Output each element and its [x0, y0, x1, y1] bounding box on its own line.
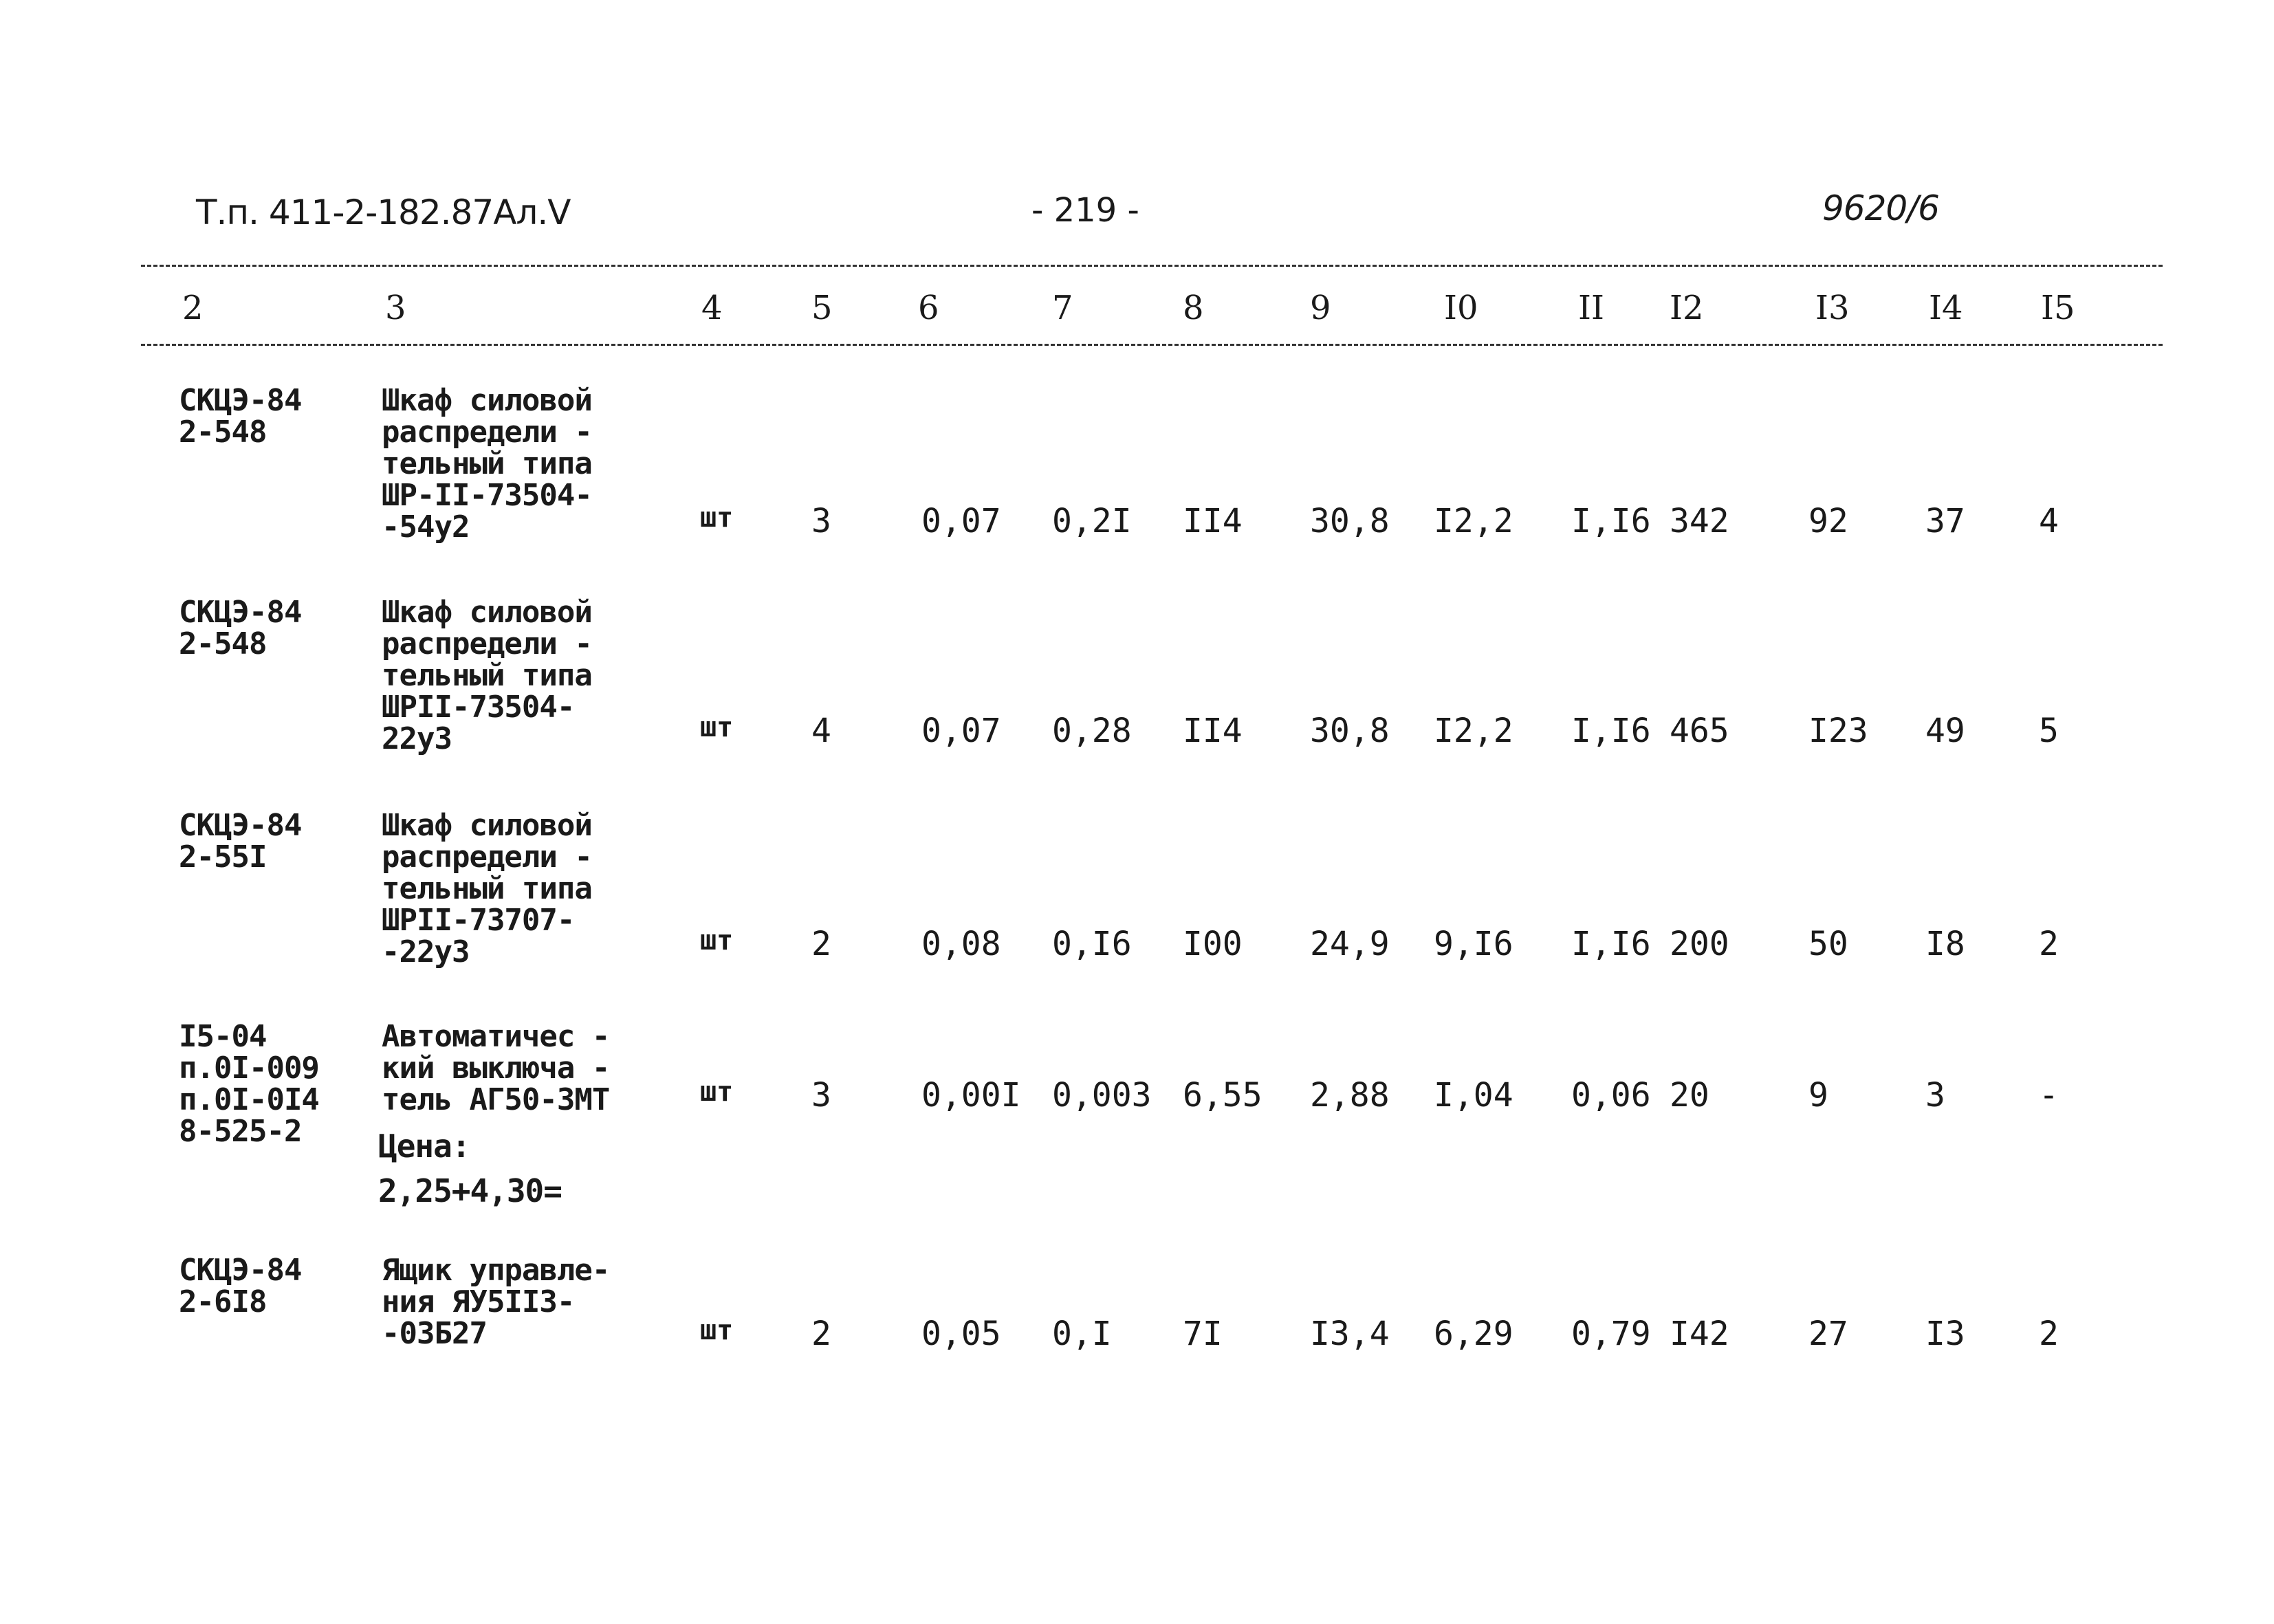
column-number: 6 — [918, 289, 939, 327]
item-name-line: ния ЯУ5II3- — [382, 1284, 575, 1319]
item-name-line: Шкаф силовой — [382, 595, 592, 630]
item-code-line: СКЦЭ-84 — [179, 383, 302, 418]
item-name — [382, 385, 592, 543]
cell-c13: I23 — [1808, 712, 1868, 750]
item-name-line: распредели - — [382, 840, 592, 875]
cell-c13: 92 — [1808, 502, 1848, 540]
item-name-line: тельный типа — [382, 446, 592, 481]
cell-c7: 0,003 — [1052, 1076, 1152, 1115]
column-number: I2 — [1670, 289, 1704, 327]
item-code-line: СКЦЭ-84 — [179, 1253, 302, 1288]
cell-c11: I,I6 — [1571, 502, 1651, 540]
item-code-line: 2-548 — [179, 415, 267, 450]
cell-c10: 9,I6 — [1434, 925, 1513, 963]
cell-c6: 0,00I — [921, 1076, 1021, 1115]
item-name-line: распредели - — [382, 415, 592, 450]
price-note: Цена: — [378, 1128, 470, 1165]
cell-qty: 3 — [811, 1076, 831, 1115]
cell-c10: 6,29 — [1434, 1315, 1513, 1353]
item-code-line: 2-6I8 — [179, 1284, 267, 1319]
cell-c14: I3 — [1925, 1315, 1965, 1353]
item-code — [179, 597, 301, 660]
cell-c15: 2 — [2039, 1315, 2059, 1353]
cell-c7: 0,I6 — [1052, 925, 1132, 963]
cell-c8: 6,55 — [1183, 1076, 1262, 1115]
cell-c6: 0,05 — [921, 1315, 1001, 1353]
item-name-line: Ящик управле- — [382, 1253, 610, 1288]
cell-c12: 342 — [1670, 502, 1729, 540]
cell-qty: 3 — [811, 502, 831, 540]
sheet-code: 9620/6 — [1822, 188, 1939, 228]
column-number: I5 — [2041, 289, 2075, 327]
cell-c11: 0,06 — [1571, 1076, 1651, 1115]
column-number: I0 — [1444, 289, 1478, 327]
cell-c10: I2,2 — [1434, 712, 1513, 750]
cell-c15: 2 — [2039, 925, 2059, 963]
item-code-line: I5-04 — [179, 1019, 267, 1054]
item-code — [179, 1021, 319, 1148]
item-code — [179, 810, 301, 873]
item-name-line: ШРII-73504- — [382, 690, 575, 725]
column-number: 8 — [1183, 289, 1204, 327]
column-number: 4 — [701, 289, 723, 327]
item-name — [382, 597, 592, 755]
cell-c14: 49 — [1925, 712, 1965, 750]
cell-c9: 24,9 — [1310, 925, 1390, 963]
cell-unit: шт — [700, 712, 734, 743]
item-code — [179, 1255, 301, 1318]
item-code-line: 8-525-2 — [179, 1114, 302, 1149]
column-number: II — [1578, 289, 1604, 327]
item-name-line: распредели - — [382, 626, 592, 661]
cell-unit: шт — [700, 1076, 734, 1108]
item-name-line: кий выключа - — [382, 1051, 610, 1086]
cell-unit: шт — [700, 502, 734, 534]
item-name-line: -54у2 — [382, 509, 470, 545]
item-code-line: 2-548 — [179, 626, 267, 661]
cell-c12: I42 — [1670, 1315, 1729, 1353]
item-code-line: п.0I-0I4 — [179, 1082, 319, 1117]
cell-c11: 0,79 — [1571, 1315, 1651, 1353]
page-number: - 219 - — [1031, 191, 1139, 230]
cell-c15: 4 — [2039, 502, 2059, 540]
cell-c9: 2,88 — [1310, 1076, 1390, 1115]
item-code-line: СКЦЭ-84 — [179, 595, 302, 630]
column-number: I3 — [1815, 289, 1850, 327]
column-number: 9 — [1310, 289, 1331, 327]
cell-c10: I2,2 — [1434, 502, 1513, 540]
cell-c9: 30,8 — [1310, 712, 1390, 750]
item-name-line: тельный типа — [382, 871, 592, 906]
document-reference: Т.п. 411-2-182.87Ал.V — [196, 193, 571, 232]
cell-c6: 0,08 — [921, 925, 1001, 963]
cell-c12: 20 — [1670, 1076, 1709, 1115]
cell-unit: шт — [700, 925, 734, 956]
price-note: 2,25+4,30= — [378, 1172, 562, 1209]
cell-c11: I,I6 — [1571, 925, 1651, 963]
cell-c15: 5 — [2039, 712, 2059, 750]
column-number: 5 — [811, 289, 833, 327]
item-code-line: СКЦЭ-84 — [179, 808, 302, 843]
item-name — [382, 810, 592, 968]
item-name-line: ШРII-73707- — [382, 903, 575, 938]
cell-c9: 30,8 — [1310, 502, 1390, 540]
cell-c14: 37 — [1925, 502, 1965, 540]
cell-c8: 7I — [1183, 1315, 1223, 1353]
item-name-line: тель АГ50-3МТ — [382, 1082, 610, 1117]
item-code-line: п.0I-009 — [179, 1051, 319, 1086]
cell-c7: 0,28 — [1052, 712, 1132, 750]
cell-c12: 465 — [1670, 712, 1729, 750]
column-number: 7 — [1052, 289, 1073, 327]
cell-c13: 27 — [1808, 1315, 1848, 1353]
item-code — [179, 385, 301, 448]
cell-c12: 200 — [1670, 925, 1729, 963]
cell-c8: I00 — [1183, 925, 1243, 963]
item-name-line: Шкаф силовой — [382, 808, 592, 843]
item-name-line: 22у3 — [382, 721, 452, 756]
item-name-line: ШР-II-73504- — [382, 478, 592, 513]
cell-c8: II4 — [1183, 502, 1243, 540]
item-code-line: 2-55I — [179, 840, 267, 875]
cell-c8: II4 — [1183, 712, 1243, 750]
item-name-line: -22у3 — [382, 934, 470, 969]
cell-c13: 9 — [1808, 1076, 1828, 1115]
cell-qty: 2 — [811, 925, 831, 963]
header-top-rule — [141, 265, 2163, 267]
item-name-line: Автоматичес - — [382, 1019, 610, 1054]
cell-c14: I8 — [1925, 925, 1965, 963]
cell-c13: 50 — [1808, 925, 1848, 963]
cell-unit: шт — [700, 1315, 734, 1346]
cell-c7: 0,2I — [1052, 502, 1132, 540]
cell-c6: 0,07 — [921, 712, 1001, 750]
cell-c11: I,I6 — [1571, 712, 1651, 750]
column-number: 3 — [385, 289, 406, 327]
item-name — [382, 1021, 609, 1116]
item-name — [382, 1255, 609, 1350]
cell-c15: - — [2039, 1076, 2059, 1115]
cell-c10: I,04 — [1434, 1076, 1513, 1115]
cell-c9: I3,4 — [1310, 1315, 1390, 1353]
cell-qty: 4 — [811, 712, 831, 750]
cell-qty: 2 — [811, 1315, 831, 1353]
cell-c7: 0,I — [1052, 1315, 1112, 1353]
header-bottom-rule — [141, 344, 2163, 346]
column-number: 2 — [182, 289, 204, 327]
column-number: I4 — [1929, 289, 1963, 327]
cell-c6: 0,07 — [921, 502, 1001, 540]
item-name-line: тельный типа — [382, 658, 592, 693]
item-name-line: Шкаф силовой — [382, 383, 592, 418]
cell-c14: 3 — [1925, 1076, 1945, 1115]
item-name-line: -03Б27 — [382, 1316, 487, 1351]
